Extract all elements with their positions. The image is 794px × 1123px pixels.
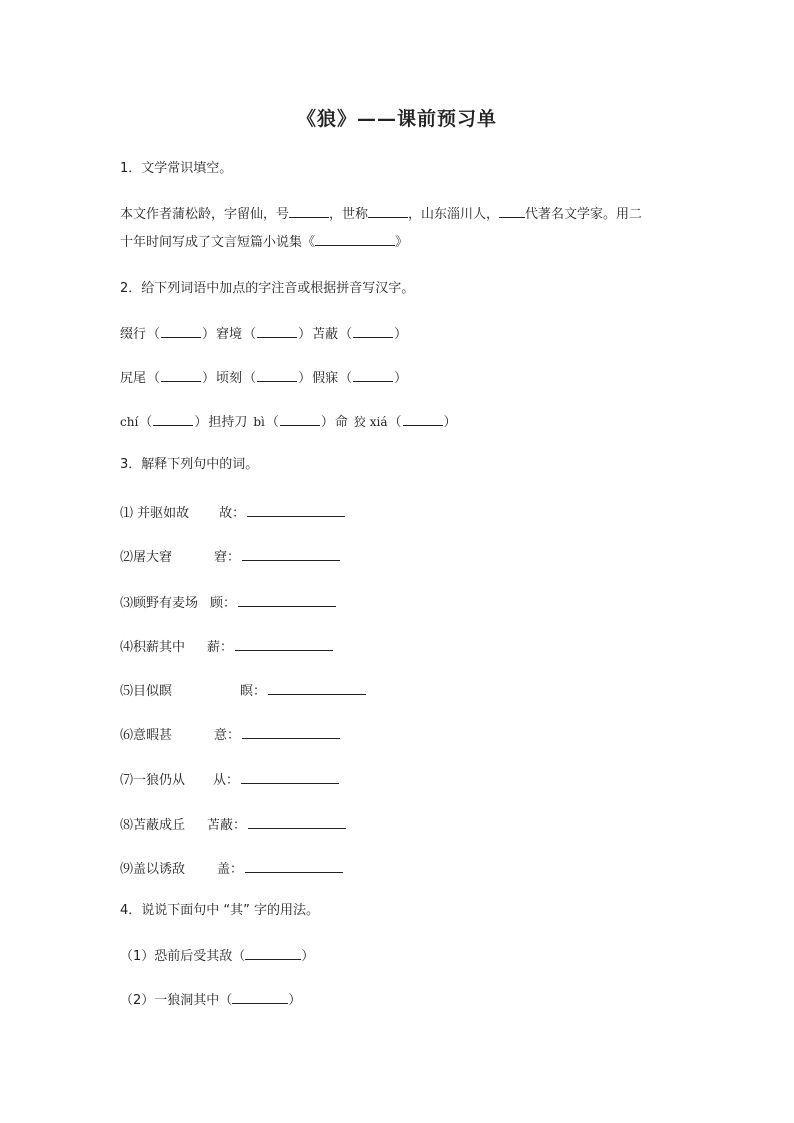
item-number: ⑶ (120, 596, 134, 611)
answer-line[interactable] (245, 858, 343, 873)
right-paren: ） (394, 327, 408, 342)
left-paren: （ (243, 371, 257, 386)
item-word: 窘： (214, 550, 241, 565)
item-text: 一狼洞其中（ (154, 993, 233, 1008)
item-phrase: 意暇甚 (133, 728, 173, 743)
question-1-heading: 1．文学常识填空。 (120, 161, 233, 176)
q3-item-6 (120, 724, 340, 745)
left-paren: （ (243, 327, 257, 342)
q1-blank-collection[interactable] (315, 232, 395, 246)
item-number: ⑴ (120, 506, 134, 521)
answer-line[interactable] (241, 769, 339, 784)
q1-blank-dynasty[interactable] (499, 204, 525, 218)
q1-text-f: 》 (395, 235, 409, 250)
right-paren: ） (194, 415, 208, 430)
item-number: ⑺ (120, 773, 134, 788)
item-phrase: 盖以诱敌 (133, 862, 186, 877)
answer-line[interactable] (268, 680, 366, 695)
answer-blank[interactable] (245, 946, 301, 960)
q2-blank[interactable] (403, 412, 443, 426)
q1-text-b: ，世称 (329, 207, 369, 222)
q3-item-3 (120, 592, 336, 613)
answer-line[interactable] (248, 814, 346, 829)
item-number: ⑻ (120, 818, 134, 833)
left-paren: （ (339, 371, 353, 386)
answer-line[interactable] (242, 546, 340, 561)
right-paren: ） (298, 371, 312, 386)
q3-item-1 (120, 502, 345, 523)
q2-blank[interactable] (257, 324, 297, 338)
q2-word: 假寐 (312, 371, 339, 386)
left-paren: （ (265, 415, 279, 430)
item-number: ⑼ (120, 862, 134, 877)
q2-blank[interactable] (257, 368, 297, 382)
question-2-heading: 2．给下列词语中加点的字注音或根据拼音写汉字。 (120, 281, 415, 296)
q1-text-d: 代著名文学家。用二 (525, 207, 643, 222)
answer-line[interactable] (242, 724, 340, 739)
q2-row-2 (120, 368, 408, 388)
question-3-heading: 3．解释下列句中的词。 (120, 457, 259, 472)
right-paren: ） (443, 415, 457, 430)
item-word: 意： (214, 728, 241, 743)
item-number: ⑷ (120, 640, 134, 655)
item-phrase: 一狼仍从 (133, 773, 186, 788)
q1-blank-hao[interactable] (289, 204, 329, 218)
q1-text-c: ，山东淄川人， (408, 207, 500, 222)
item-phrase: 顾野有麦场 (133, 596, 199, 611)
item-number: （1） (120, 949, 155, 964)
q2-word: 顷刻 (216, 371, 243, 386)
item-word: 盖： (217, 862, 244, 877)
q3-item-8 (120, 814, 346, 835)
item-text: 恐前后受其敌（ (154, 949, 246, 964)
answer-line[interactable] (235, 636, 333, 651)
q2-word: 命 (334, 415, 348, 430)
q2-word: 尻尾 (120, 371, 147, 386)
item-number: ⑹ (120, 728, 134, 743)
left-paren: （ (147, 371, 161, 386)
q2-row-3 (120, 412, 458, 432)
q2-word: 窘境 (216, 327, 243, 342)
answer-line[interactable] (247, 502, 345, 517)
item-word: 苫蔽： (207, 818, 247, 833)
right-paren: ） (202, 371, 216, 386)
right-paren: ） (301, 949, 315, 964)
item-number: ⑸ (120, 684, 134, 699)
question-1-line-2 (120, 232, 408, 252)
right-paren: ） (202, 327, 216, 342)
q3-item-4 (120, 636, 333, 657)
q3-item-2 (120, 546, 340, 567)
question-1-line-1 (120, 204, 642, 224)
item-phrase: 并驱如故 (133, 506, 190, 521)
q3-item-5 (120, 680, 366, 701)
answer-line[interactable] (238, 592, 336, 607)
q1-blank-shicheng[interactable] (368, 204, 408, 218)
q4-item-2 (120, 990, 301, 1010)
q2-blank[interactable] (161, 324, 201, 338)
item-number: ⑵ (120, 550, 134, 565)
item-word: 从： (213, 773, 240, 788)
q1-text-e: 十年时间写成了文言短篇小说集《 (120, 235, 316, 250)
left-paren: （ (339, 327, 353, 342)
item-word: 故： (219, 506, 246, 521)
q2-word: 苫蔽 (312, 327, 339, 342)
q2-word: 担持刀 (208, 415, 248, 430)
left-paren: （ (139, 415, 153, 430)
item-word: 瞑： (240, 684, 267, 699)
q2-word: 缀行 (120, 327, 147, 342)
right-paren: ） (394, 371, 408, 386)
q2-pinyin: 狡 xiá (353, 415, 388, 429)
q2-pinyin: chí (120, 415, 139, 429)
left-paren: （ (388, 415, 402, 430)
q4-item-1 (120, 946, 314, 966)
item-word: 顾： (210, 596, 237, 611)
q2-blank[interactable] (280, 412, 320, 426)
q2-pinyin: bì (253, 415, 265, 429)
item-phrase: 苫蔽成丘 (133, 818, 186, 833)
q2-row-1 (120, 324, 408, 344)
item-phrase: 积薪其中 (133, 640, 186, 655)
q2-blank[interactable] (353, 368, 393, 382)
item-number: （2） (120, 993, 155, 1008)
left-paren: （ (147, 327, 161, 342)
item-word: 薪： (207, 640, 234, 655)
answer-blank[interactable] (232, 990, 288, 1004)
item-phrase: 目似瞑 (133, 684, 173, 699)
q3-item-7 (120, 769, 339, 790)
q3-item-9 (120, 858, 343, 879)
q2-blank[interactable] (161, 368, 201, 382)
q2-blank[interactable] (353, 324, 393, 338)
q2-blank[interactable] (153, 412, 193, 426)
right-paren: ） (320, 415, 334, 430)
q1-text-a: 本文作者蒲松龄，字留仙，号 (120, 207, 290, 222)
item-phrase: 屠大窘 (133, 550, 173, 565)
right-paren: ） (298, 327, 312, 342)
page-title: 《狼》——课前预习单 (296, 108, 497, 130)
question-4-heading: 4．说说下面句中 “其” 字的用法。 (120, 903, 320, 918)
right-paren: ） (288, 993, 302, 1008)
